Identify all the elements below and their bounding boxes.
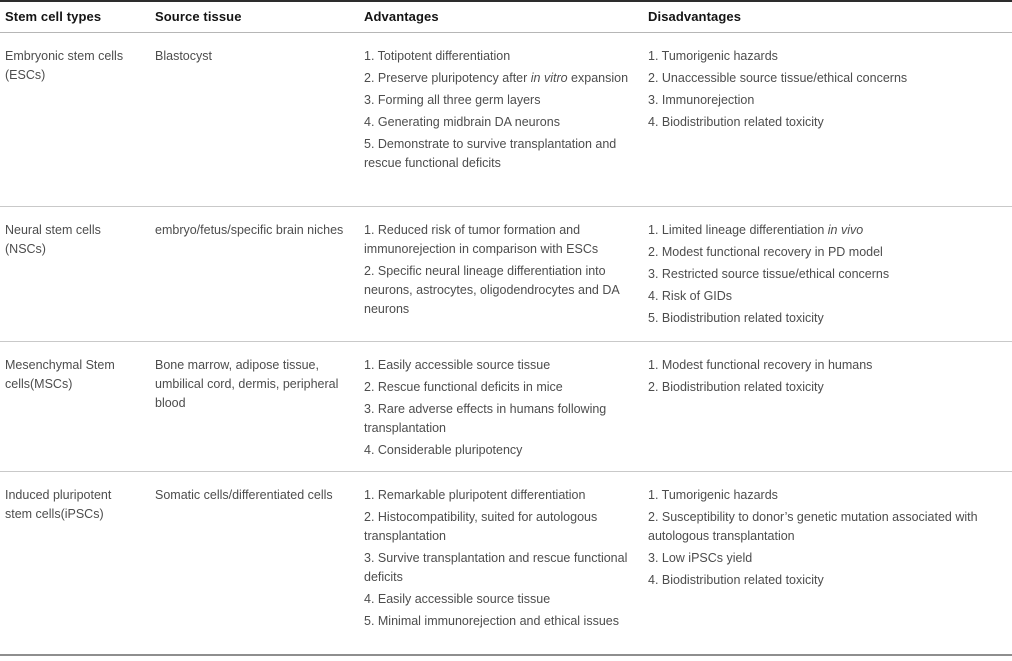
list-item: 2. Histocompatibility, suited for autologous transplantation [364, 509, 598, 543]
list-item: 5. Biodistribution related toxicity [648, 310, 824, 325]
cell-disadvantages [643, 206, 1012, 341]
list-item: 4. Easily accessible source tissue [364, 591, 551, 606]
list-item: 4. Considerable pluripotency [364, 442, 523, 457]
cell-stem-cell-type: Embryonic stem cells (ESCs) [5, 48, 124, 82]
table-row [0, 206, 1012, 341]
table-header [0, 1, 1012, 32]
column-header-source-tissue: Source tissue [155, 9, 242, 25]
cell-disadvantages [643, 32, 1012, 206]
table-body [0, 32, 1012, 655]
table-row [0, 341, 1012, 471]
cell-advantages [359, 471, 643, 655]
list-item: 2. Preserve pluripotency after in vitro expansion [364, 70, 629, 85]
column-header-disadvantages: Disadvantages [648, 9, 742, 25]
list-item: 4. Biodistribution related toxicity [648, 572, 824, 587]
list-item: 1. Easily accessible source tissue [364, 357, 551, 372]
cell-advantages [359, 341, 643, 471]
cell-disadvantages [643, 471, 1012, 655]
list-item: 1. Totipotent differentiation [364, 48, 511, 63]
table-row [0, 32, 1012, 206]
column-header-advantages: Advantages [364, 9, 439, 25]
list-item: 3. Immunorejection [648, 92, 755, 107]
list-item: 2. Biodistribution related toxicity [648, 379, 824, 394]
list-item: 5. Minimal immunorejection and ethical issues [364, 613, 619, 628]
column-header-stem-cell-types: Stem cell types [5, 9, 102, 25]
list-item: 3. Rare adverse effects in humans following transplantation [364, 401, 607, 435]
list-item: 4. Generating midbrain DA neurons [364, 114, 560, 129]
list-item: 5. Demonstrate to survive transplantation and rescue functional deficits [364, 136, 617, 170]
list-item: 1. Modest functional recovery in humans [648, 357, 873, 372]
list-item: 1. Remarkable pluripotent differentiation [364, 487, 586, 502]
list-item: 3. Low iPSCs yield [648, 550, 753, 565]
list-item: 1. Tumorigenic hazards [648, 487, 778, 502]
header-row [0, 1, 1012, 32]
table-row [0, 471, 1012, 655]
cell-disadvantages [643, 341, 1012, 471]
list-item: 1. Limited lineage differentiation in vivo [648, 222, 864, 237]
cell-advantages [359, 32, 643, 206]
list-item: 1. Tumorigenic hazards [648, 48, 778, 63]
cell-stem-cell-type: Induced pluripotent stem cells(iPSCs) [5, 487, 112, 521]
list-item: 4. Biodistribution related toxicity [648, 114, 824, 129]
cell-source-tissue: embryo/fetus/specific brain niches [155, 222, 344, 237]
list-item: 2. Unaccessible source tissue/ethical concerns [648, 70, 908, 85]
cell-source-tissue: Bone marrow, adipose tissue, umbilical cord, dermis, peripheral blood [155, 357, 339, 410]
list-item: 4. Risk of GIDs [648, 288, 733, 303]
list-item: 2. Modest functional recovery in PD model [648, 244, 883, 259]
cell-stem-cell-type: Neural stem cells (NSCs) [5, 222, 101, 256]
list-item: 2. Specific neural lineage differentiation into neurons, astrocytes, oligodendrocytes and DA neurons [364, 263, 620, 316]
cell-source-tissue: Blastocyst [155, 48, 212, 63]
cell-source-tissue: Somatic cells/differentiated cells [155, 487, 333, 502]
list-item: 3. Forming all three germ layers [364, 92, 541, 107]
list-item: 2. Rescue functional deficits in mice [364, 379, 563, 394]
list-item: 1. Reduced risk of tumor formation and immunorejection in comparison with ESCs [364, 222, 599, 256]
list-item: 2. Susceptibility to donor’s genetic mutation associated with autologous transplantation [648, 509, 978, 543]
cell-stem-cell-type: Mesenchymal Stem cells(MSCs) [5, 357, 115, 391]
list-item: 3. Survive transplantation and rescue functional deficits [364, 550, 628, 584]
list-item: 3. Restricted source tissue/ethical concerns [648, 266, 890, 281]
cell-advantages [359, 206, 643, 341]
